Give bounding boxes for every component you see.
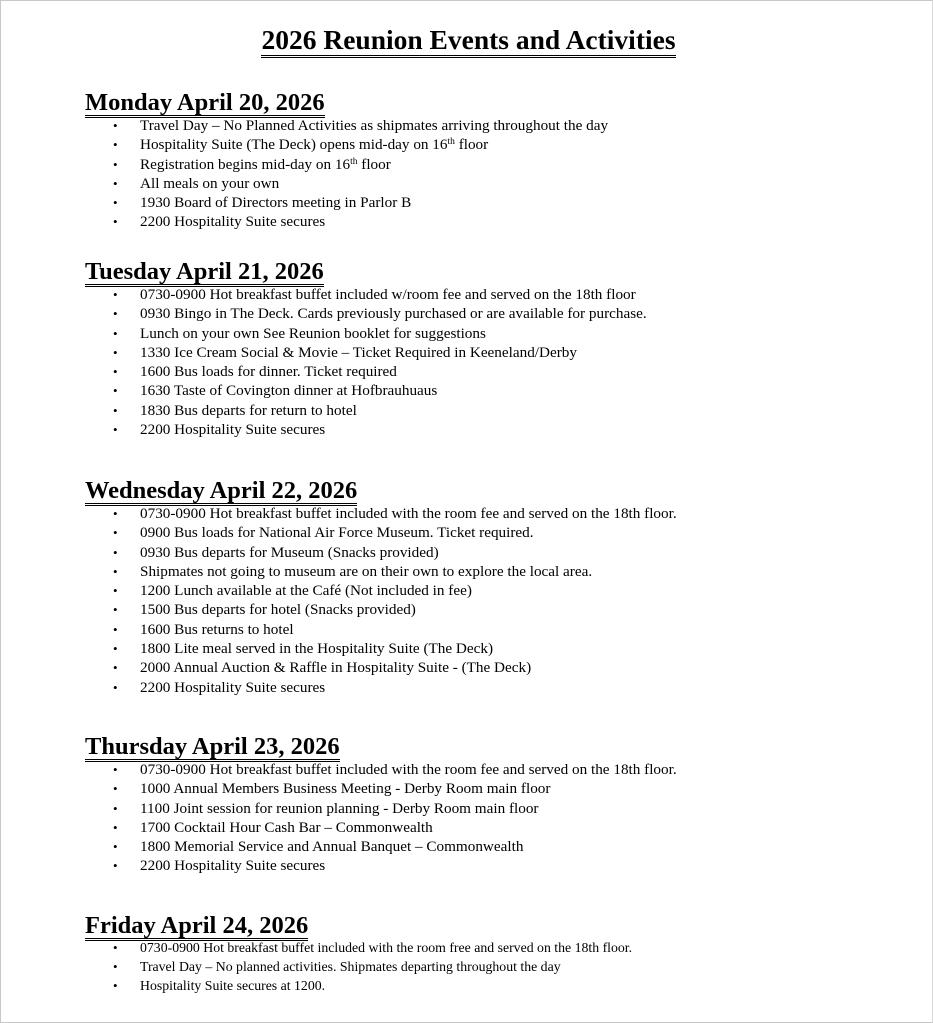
list-item: • Registration begins mid-day on 16th floor	[113, 155, 391, 173]
list-item: • 1500 Bus departs for hotel (Snacks provided)	[113, 601, 416, 619]
bullet-icon: •	[113, 364, 118, 380]
bullet-icon: •	[113, 156, 118, 172]
list-item: • 0730-0900 Hot breakfast buffet included with the room fee and served on the 18th floor.	[113, 761, 677, 778]
list-item: • 1930 Board of Directors meeting in Parlor B	[113, 194, 412, 212]
list-item: • Travel Day – No Planned Activities as shipmates arriving throughout the day	[113, 117, 609, 134]
list-item: • 1330 Ice Cream Social & Movie – Ticket Required in Keeneland/Derby	[113, 343, 577, 361]
day-section-monday	[85, 90, 912, 232]
list-item: • 2200 Hospitality Suite secures	[113, 213, 326, 231]
day-heading-friday: Friday April 24, 2026	[85, 912, 309, 939]
list-item: • 0730-0900 Hot breakfast buffet included with the room fee and served on the 18th floor.	[113, 505, 677, 522]
day-heading-thursday: Thursday April 23, 2026	[85, 733, 340, 760]
bullet-icon: •	[113, 422, 118, 438]
bullet-icon: •	[113, 781, 118, 797]
bullet-icon: •	[113, 137, 118, 153]
bullet-icon: •	[113, 839, 118, 855]
list-item: • 1100 Joint session for reunion planning - Derby Room main floor	[113, 799, 539, 817]
bullet-icon: •	[113, 940, 118, 955]
bullet-icon: •	[113, 602, 118, 618]
document-title: 2026 Reunion Events and Activities	[1, 23, 933, 58]
bullet-icon: •	[113, 544, 118, 560]
bullet-icon: •	[113, 195, 118, 211]
day-section-tuesday	[85, 259, 912, 439]
bullet-icon: •	[113, 679, 118, 695]
bullet-icon: •	[113, 118, 118, 133]
event-list-wednesday	[85, 504, 912, 697]
bullet-icon: •	[113, 641, 118, 657]
bullet-icon: •	[113, 583, 118, 599]
list-item: • 1830 Bus departs for return to hotel	[113, 401, 357, 419]
bullet-icon: •	[113, 660, 118, 676]
bullet-icon: •	[113, 800, 118, 816]
list-item: • 2200 Hospitality Suite secures	[113, 678, 326, 696]
bullet-icon: •	[113, 402, 118, 418]
list-item: • 2200 Hospitality Suite secures	[113, 857, 326, 875]
list-item: • 0900 Bus loads for National Air Force Museum. Ticket required.	[113, 524, 534, 542]
day-heading-wednesday: Wednesday April 22, 2026	[85, 477, 358, 504]
bullet-icon: •	[113, 383, 118, 399]
event-list-monday	[85, 116, 912, 232]
list-item: • 0730-0900 Hot breakfast buffet included with the room free and served on the 18th floor.	[85, 939, 912, 958]
bullet-icon: •	[113, 506, 118, 521]
bullet-icon: •	[113, 977, 118, 993]
bullet-icon: •	[113, 306, 118, 322]
list-item: • 1600 Bus loads for dinner. Ticket required	[113, 363, 397, 381]
bullet-icon: •	[113, 819, 118, 835]
list-item: • 0730-0900 Hot breakfast buffet included w/room fee and served on the 18th floor	[113, 286, 636, 303]
list-item: • 2200 Hospitality Suite secures	[113, 421, 326, 439]
list-item: • Lunch on your own See Reunion booklet for suggestions	[113, 324, 486, 342]
bullet-icon: •	[113, 287, 118, 302]
list-item: • Shipmates not going to museum are on their own to explore the local area.	[113, 562, 593, 580]
list-item: • All meals on your own	[113, 174, 280, 192]
list-item: • 0930 Bus departs for Museum (Snacks provided)	[113, 543, 439, 561]
list-item: • 2000 Annual Auction & Raffle in Hospitality Suite - (The Deck)	[113, 659, 532, 677]
bullet-icon: •	[113, 762, 118, 777]
list-item: • 1600 Bus returns to hotel	[113, 620, 294, 638]
bullet-icon: •	[113, 214, 118, 230]
list-item: • 1700 Cocktail Hour Cash Bar – Commonwealth	[113, 818, 433, 836]
list-item: • 1800 Lite meal served in the Hospitality Suite (The Deck)	[113, 640, 494, 658]
bullet-icon: •	[113, 325, 118, 341]
list-item: • 0930 Bingo in The Deck. Cards previously purchased or are available for purchase.	[113, 305, 647, 323]
list-item: • 1000 Annual Members Business Meeting - Derby Room main floor	[113, 780, 551, 798]
day-section-thursday	[85, 734, 912, 876]
list-item: • 1800 Memorial Service and Annual Banquet – Commonwealth	[113, 838, 524, 856]
bullet-icon: •	[113, 175, 118, 191]
list-item: • 1200 Lunch available at the Café (Not included in fee)	[113, 582, 472, 600]
bullet-icon: •	[113, 344, 118, 360]
bullet-icon: •	[113, 858, 118, 874]
list-item: • Travel Day – No planned activities. Shipmates departing throughout the day	[85, 958, 912, 977]
day-section-friday	[85, 913, 912, 995]
day-heading-tuesday: Tuesday April 21, 2026	[85, 258, 324, 285]
day-heading-monday: Monday April 20, 2026	[85, 89, 325, 116]
event-list-friday	[85, 939, 912, 995]
event-list-tuesday	[85, 285, 912, 439]
list-item: • 1630 Taste of Covington dinner at Hofbrauhuaus	[113, 382, 438, 400]
bullet-icon: •	[113, 525, 118, 541]
bullet-icon: •	[113, 621, 118, 637]
day-section-wednesday	[85, 478, 912, 697]
list-item: • Hospitality Suite secures at 1200.	[85, 977, 912, 996]
event-list-thursday	[85, 760, 912, 876]
list-item: • Hospitality Suite (The Deck) opens mid-day on 16th floor	[113, 136, 489, 154]
bullet-icon: •	[113, 958, 118, 974]
bullet-icon: •	[113, 563, 118, 579]
